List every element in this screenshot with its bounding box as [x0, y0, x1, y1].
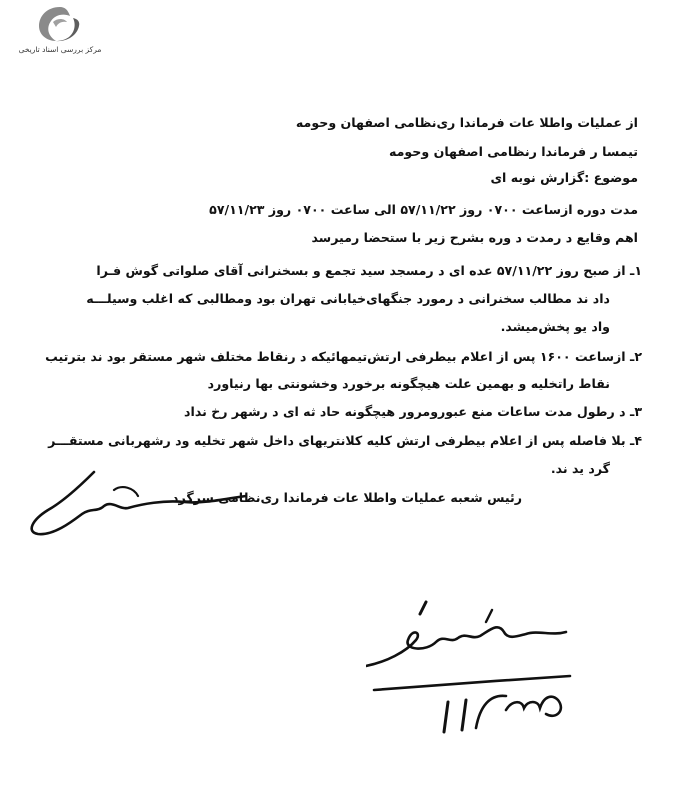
archive-logo — [6, 4, 114, 58]
letter-from: از عملیات واطلا عات فرماندا ری‌نظامی اصفهان وحومه — [295, 115, 638, 130]
archive-name: مرکز بررسی اسناد تاریخی — [18, 45, 102, 54]
item-2-line-2: نقاط راتخلیه و بهمین علت هیچگونه برخورد وخشونتی بها رنیاورد — [207, 376, 610, 391]
letter-to: تیمسا ر فرماندا رنظامی اصفهان وحومه — [388, 144, 638, 159]
handwritten-signature — [24, 470, 254, 542]
archive-emblem-icon — [32, 4, 88, 44]
item-1-line-1: ۱ـ از صبح روز ۵۷/۱۱/۲۲ عده ای د رمسجد سید تجمع و بسخنرانی آقای صلواتی گوش فـرا — [96, 263, 642, 278]
letter-period: مدت دوره ازساعت ۰۷۰۰ روز ۵۷/۱۱/۲۲ الی ساعت ۰۷۰۰ روز ۵۷/۱۱/۲۳ — [209, 202, 638, 217]
item-1-line-2: داد ند مطالب سخنرانی د رمورد جنگهای‌خیابانی تهران بود ومطالبی که اغلب وسیلـــه — [86, 291, 610, 306]
item-4-line-2: گرد ید ند. — [550, 461, 610, 476]
letter-subject: موضوع :گزارش نوبه ای — [490, 170, 638, 185]
signature-title: رئیس شعبه عملیات واطلا عات فرماندا ری‌نظامی سرگرد — [172, 490, 522, 505]
letter-intro: اهم وقایع د رمدت د وره بشرح زیر با ستحضا رمیرسد — [311, 230, 638, 245]
handwritten-annotation — [366, 596, 576, 746]
item-4-line-1: ۴ـ بلا فاصله پس از اعلام بیطرفی ارتش کلیه کلانتریهای داخل شهر تخلیه ود رشهربانی مستقـــر — [48, 433, 642, 448]
item-2-line-1: ۲ـ ازساعت ۱۶۰۰ پس از اعلام بیطرفی ارتش‌تیمهائیکه د رنقاط مختلف شهر مستقر بود ند بترتیب — [45, 349, 642, 364]
item-1-line-3: واد یو پخش‌میشد. — [500, 319, 610, 334]
item-3-line-1: ۳ـ د رطول مدت ساعات منع عبورومرور هیچگونه حاد ثه ای د رشهر رخ نداد — [184, 404, 642, 419]
